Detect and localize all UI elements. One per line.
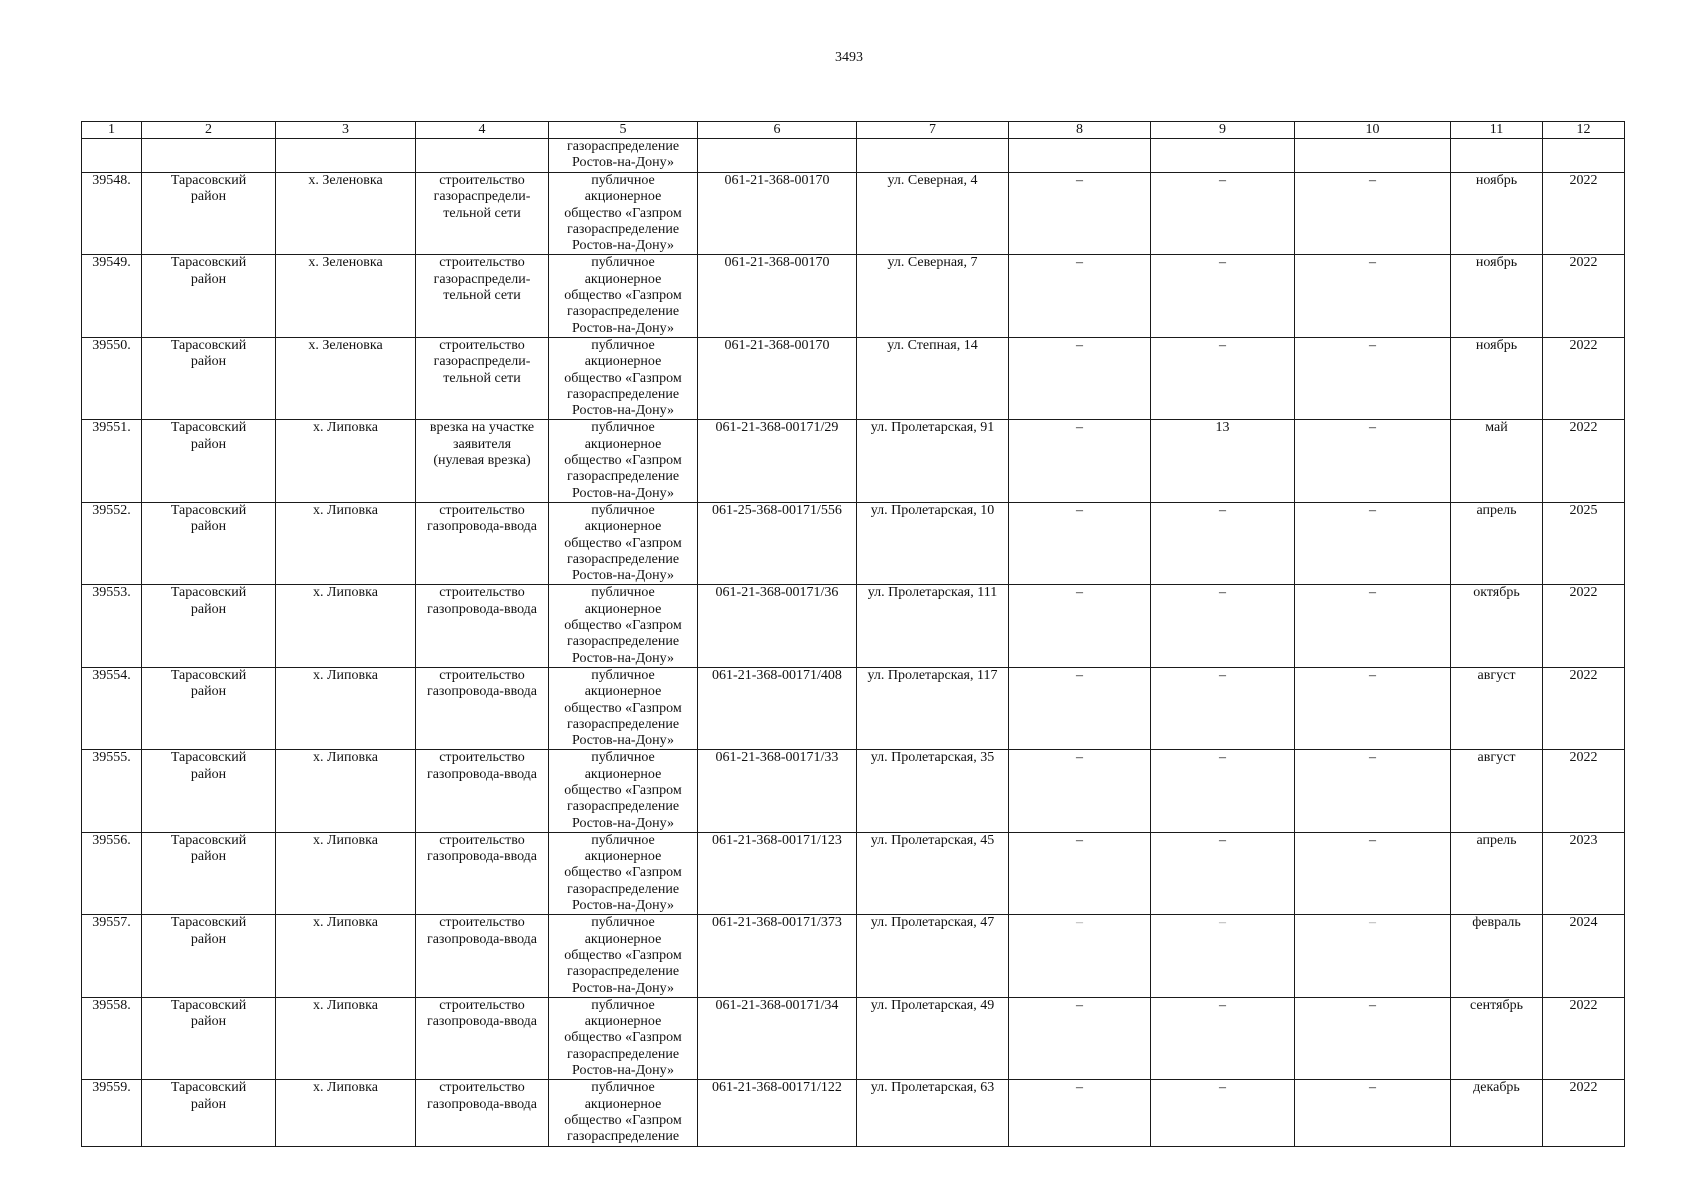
table-row [82, 173, 1625, 255]
row-number-cell: 39551. [82, 420, 142, 502]
organization-cell: публичное акционерное общество «Газпром газораспределение Ростов-на-Дону» [549, 915, 698, 997]
table-row [82, 502, 1625, 584]
work-type-cell: строительство газопровода-ввода [416, 502, 549, 584]
year-cell: 2022 [1543, 997, 1625, 1079]
work-type-cell: строительство газопровода-ввода [416, 667, 549, 749]
header-address-cell: 7 [857, 122, 1009, 139]
col-9-cell: – [1151, 915, 1295, 997]
col-10-cell: – [1295, 173, 1451, 255]
table-row [82, 585, 1625, 667]
district-cell: Тарасовский район [142, 667, 276, 749]
table-row [82, 337, 1625, 419]
application-number-cell: 061-21-368-00171/122 [698, 1080, 857, 1146]
district-cell: Тарасовский район [142, 1080, 276, 1146]
settlement-cell: х. Липовка [276, 667, 416, 749]
year-cell [1543, 139, 1625, 173]
table-row [82, 832, 1625, 914]
row-number-cell: 39559. [82, 1080, 142, 1146]
month-cell [1451, 139, 1543, 173]
header-col-10-cell: 10 [1295, 122, 1451, 139]
address-cell [857, 139, 1009, 173]
address-cell: ул. Северная, 7 [857, 255, 1009, 337]
address-cell: ул. Пролетарская, 111 [857, 585, 1009, 667]
settlement-cell: х. Липовка [276, 502, 416, 584]
col-8-cell: – [1009, 915, 1151, 997]
district-cell: Тарасовский район [142, 173, 276, 255]
col-9-cell: 13 [1151, 420, 1295, 502]
col-10-cell: – [1295, 337, 1451, 419]
header-district-cell: 2 [142, 122, 276, 139]
application-number-cell: 061-21-368-00171/29 [698, 420, 857, 502]
month-cell: ноябрь [1451, 255, 1543, 337]
col-8-cell: – [1009, 997, 1151, 1079]
col-10-cell: – [1295, 255, 1451, 337]
settlement-cell: х. Липовка [276, 750, 416, 832]
row-number-cell: 39549. [82, 255, 142, 337]
organization-cell: публичное акционерное общество «Газпром газораспределение Ростов-на-Дону» [549, 667, 698, 749]
row-number-cell: 39552. [82, 502, 142, 584]
col-9-cell [1151, 139, 1295, 173]
row-number-cell: 39554. [82, 667, 142, 749]
year-cell: 2022 [1543, 173, 1625, 255]
settlement-cell: х. Липовка [276, 1080, 416, 1146]
table-body [82, 122, 1625, 1147]
work-type-cell: строительство газопровода-ввода [416, 832, 549, 914]
header-col-8-cell: 8 [1009, 122, 1151, 139]
application-number-cell: 061-21-368-00171/123 [698, 832, 857, 914]
row-number-cell: 39548. [82, 173, 142, 255]
application-number-cell: 061-21-368-00170 [698, 337, 857, 419]
district-cell: Тарасовский район [142, 502, 276, 584]
month-cell: ноябрь [1451, 337, 1543, 419]
address-cell: ул. Северная, 4 [857, 173, 1009, 255]
col-10-cell: – [1295, 1080, 1451, 1146]
month-cell: апрель [1451, 832, 1543, 914]
table-row [82, 420, 1625, 502]
application-number-cell: 061-21-368-00171/33 [698, 750, 857, 832]
address-cell: ул. Пролетарская, 91 [857, 420, 1009, 502]
col-9-cell: – [1151, 502, 1295, 584]
table-row [82, 1080, 1625, 1146]
application-number-cell: 061-21-368-00170 [698, 173, 857, 255]
address-cell: ул. Степная, 14 [857, 337, 1009, 419]
row-number-cell: 39558. [82, 997, 142, 1079]
header-settlement-cell: 3 [276, 122, 416, 139]
settlement-cell: х. Липовка [276, 420, 416, 502]
year-cell: 2024 [1543, 915, 1625, 997]
col-8-cell: – [1009, 255, 1151, 337]
col-8-cell: – [1009, 420, 1151, 502]
organization-cell: публичное акционерное общество «Газпром газораспределение Ростов-на-Дону» [549, 750, 698, 832]
district-cell [142, 139, 276, 173]
settlement-cell [276, 139, 416, 173]
year-cell: 2022 [1543, 337, 1625, 419]
year-cell: 2023 [1543, 832, 1625, 914]
application-number-cell: 061-21-368-00170 [698, 255, 857, 337]
address-cell: ул. Пролетарская, 63 [857, 1080, 1009, 1146]
year-cell: 2022 [1543, 667, 1625, 749]
district-cell: Тарасовский район [142, 750, 276, 832]
work-type-cell: строительство газопровода-ввода [416, 997, 549, 1079]
col-8-cell: – [1009, 337, 1151, 419]
year-cell: 2022 [1543, 750, 1625, 832]
col-10-cell: – [1295, 997, 1451, 1079]
application-number-cell: 061-21-368-00171/408 [698, 667, 857, 749]
month-cell: август [1451, 750, 1543, 832]
application-number-cell: 061-21-368-00171/373 [698, 915, 857, 997]
header-organization-cell: 5 [549, 122, 698, 139]
col-9-cell: – [1151, 832, 1295, 914]
settlement-cell: х. Зеленовка [276, 255, 416, 337]
continuation-row [82, 139, 1625, 173]
year-cell: 2022 [1543, 420, 1625, 502]
settlement-cell: х. Липовка [276, 585, 416, 667]
table-row [82, 915, 1625, 997]
col-8-cell: – [1009, 502, 1151, 584]
work-type-cell: строительство газораспредели- тельной сети [416, 255, 549, 337]
district-cell: Тарасовский район [142, 337, 276, 419]
work-type-cell: строительство газопровода-ввода [416, 750, 549, 832]
work-type-cell: строительство газораспредели- тельной сети [416, 173, 549, 255]
row-number-cell: 39557. [82, 915, 142, 997]
row-number-cell: 39555. [82, 750, 142, 832]
application-number-cell: 061-21-368-00171/36 [698, 585, 857, 667]
table-row [82, 997, 1625, 1079]
header-application-number-cell: 6 [698, 122, 857, 139]
table-row [82, 255, 1625, 337]
district-cell: Тарасовский район [142, 915, 276, 997]
col-9-cell: – [1151, 585, 1295, 667]
address-cell: ул. Пролетарская, 35 [857, 750, 1009, 832]
table-row [82, 750, 1625, 832]
organization-cell: публичное акционерное общество «Газпром газораспределение Ростов-на-Дону» [549, 337, 698, 419]
col-9-cell: – [1151, 750, 1295, 832]
row-number-cell: 39550. [82, 337, 142, 419]
month-cell: сентябрь [1451, 997, 1543, 1079]
year-cell: 2022 [1543, 1080, 1625, 1146]
col-8-cell: – [1009, 750, 1151, 832]
organization-cell: публичное акционерное общество «Газпром газораспределение Ростов-на-Дону» [549, 832, 698, 914]
settlement-cell: х. Липовка [276, 832, 416, 914]
settlement-cell: х. Зеленовка [276, 173, 416, 255]
address-cell: ул. Пролетарская, 49 [857, 997, 1009, 1079]
work-type-cell: строительство газопровода-ввода [416, 585, 549, 667]
col-9-cell: – [1151, 337, 1295, 419]
col-9-cell: – [1151, 173, 1295, 255]
row-number-cell: 39553. [82, 585, 142, 667]
month-cell: август [1451, 667, 1543, 749]
work-type-cell: строительство газораспредели- тельной сети [416, 337, 549, 419]
year-cell: 2022 [1543, 585, 1625, 667]
work-type-cell [416, 139, 549, 173]
table-row [82, 667, 1625, 749]
header-month-cell: 11 [1451, 122, 1543, 139]
col-8-cell: – [1009, 667, 1151, 749]
col-10-cell: – [1295, 750, 1451, 832]
district-cell: Тарасовский район [142, 585, 276, 667]
district-cell: Тарасовский район [142, 997, 276, 1079]
address-cell: ул. Пролетарская, 117 [857, 667, 1009, 749]
district-cell: Тарасовский район [142, 832, 276, 914]
col-9-cell: – [1151, 255, 1295, 337]
organization-cell: публичное акционерное общество «Газпром газораспределение Ростов-на-Дону» [549, 255, 698, 337]
header-row [82, 122, 1625, 139]
header-year-cell: 12 [1543, 122, 1625, 139]
col-9-cell: – [1151, 997, 1295, 1079]
work-type-cell: строительство газопровода-ввода [416, 915, 549, 997]
work-type-cell: строительство газопровода-ввода [416, 1080, 549, 1146]
header-work-type-cell: 4 [416, 122, 549, 139]
month-cell: май [1451, 420, 1543, 502]
application-number-cell [698, 139, 857, 173]
page-number: 3493 [835, 50, 863, 65]
col-10-cell: – [1295, 585, 1451, 667]
address-cell: ул. Пролетарская, 45 [857, 832, 1009, 914]
application-number-cell: 061-25-368-00171/556 [698, 502, 857, 584]
district-cell: Тарасовский район [142, 420, 276, 502]
organization-cell: публичное акционерное общество «Газпром газораспределение Ростов-на-Дону» [549, 173, 698, 255]
row-number-cell [82, 139, 142, 173]
col-10-cell: – [1295, 915, 1451, 997]
work-type-cell: врезка на участке заявителя (нулевая врезка) [416, 420, 549, 502]
district-cell: Тарасовский район [142, 255, 276, 337]
organization-cell: публичное акционерное общество «Газпром газораспределение Ростов-на-Дону» [549, 420, 698, 502]
col-8-cell: – [1009, 832, 1151, 914]
col-10-cell: – [1295, 832, 1451, 914]
month-cell: октябрь [1451, 585, 1543, 667]
header-row-number-cell: 1 [82, 122, 142, 139]
year-cell: 2025 [1543, 502, 1625, 584]
col-8-cell: – [1009, 1080, 1151, 1146]
col-10-cell [1295, 139, 1451, 173]
settlement-cell: х. Липовка [276, 997, 416, 1079]
month-cell: апрель [1451, 502, 1543, 584]
col-10-cell: – [1295, 420, 1451, 502]
col-9-cell: – [1151, 1080, 1295, 1146]
col-8-cell: – [1009, 585, 1151, 667]
col-8-cell: – [1009, 173, 1151, 255]
organization-cell: публичное акционерное общество «Газпром газораспределение [549, 1080, 698, 1146]
month-cell: декабрь [1451, 1080, 1543, 1146]
row-number-cell: 39556. [82, 832, 142, 914]
header-col-9-cell: 9 [1151, 122, 1295, 139]
settlement-cell: х. Липовка [276, 915, 416, 997]
organization-cell: публичное акционерное общество «Газпром газораспределение Ростов-на-Дону» [549, 997, 698, 1079]
registry-table [81, 121, 1625, 1147]
address-cell: ул. Пролетарская, 10 [857, 502, 1009, 584]
month-cell: ноябрь [1451, 173, 1543, 255]
application-number-cell: 061-21-368-00171/34 [698, 997, 857, 1079]
month-cell: февраль [1451, 915, 1543, 997]
col-8-cell [1009, 139, 1151, 173]
settlement-cell: х. Зеленовка [276, 337, 416, 419]
col-10-cell: – [1295, 502, 1451, 584]
organization-cell: публичное акционерное общество «Газпром газораспределение Ростов-на-Дону» [549, 502, 698, 584]
address-cell: ул. Пролетарская, 47 [857, 915, 1009, 997]
organization-cell: газораспределение Ростов-на-Дону» [549, 139, 698, 173]
col-10-cell: – [1295, 667, 1451, 749]
col-9-cell: – [1151, 667, 1295, 749]
year-cell: 2022 [1543, 255, 1625, 337]
organization-cell: публичное акционерное общество «Газпром газораспределение Ростов-на-Дону» [549, 585, 698, 667]
